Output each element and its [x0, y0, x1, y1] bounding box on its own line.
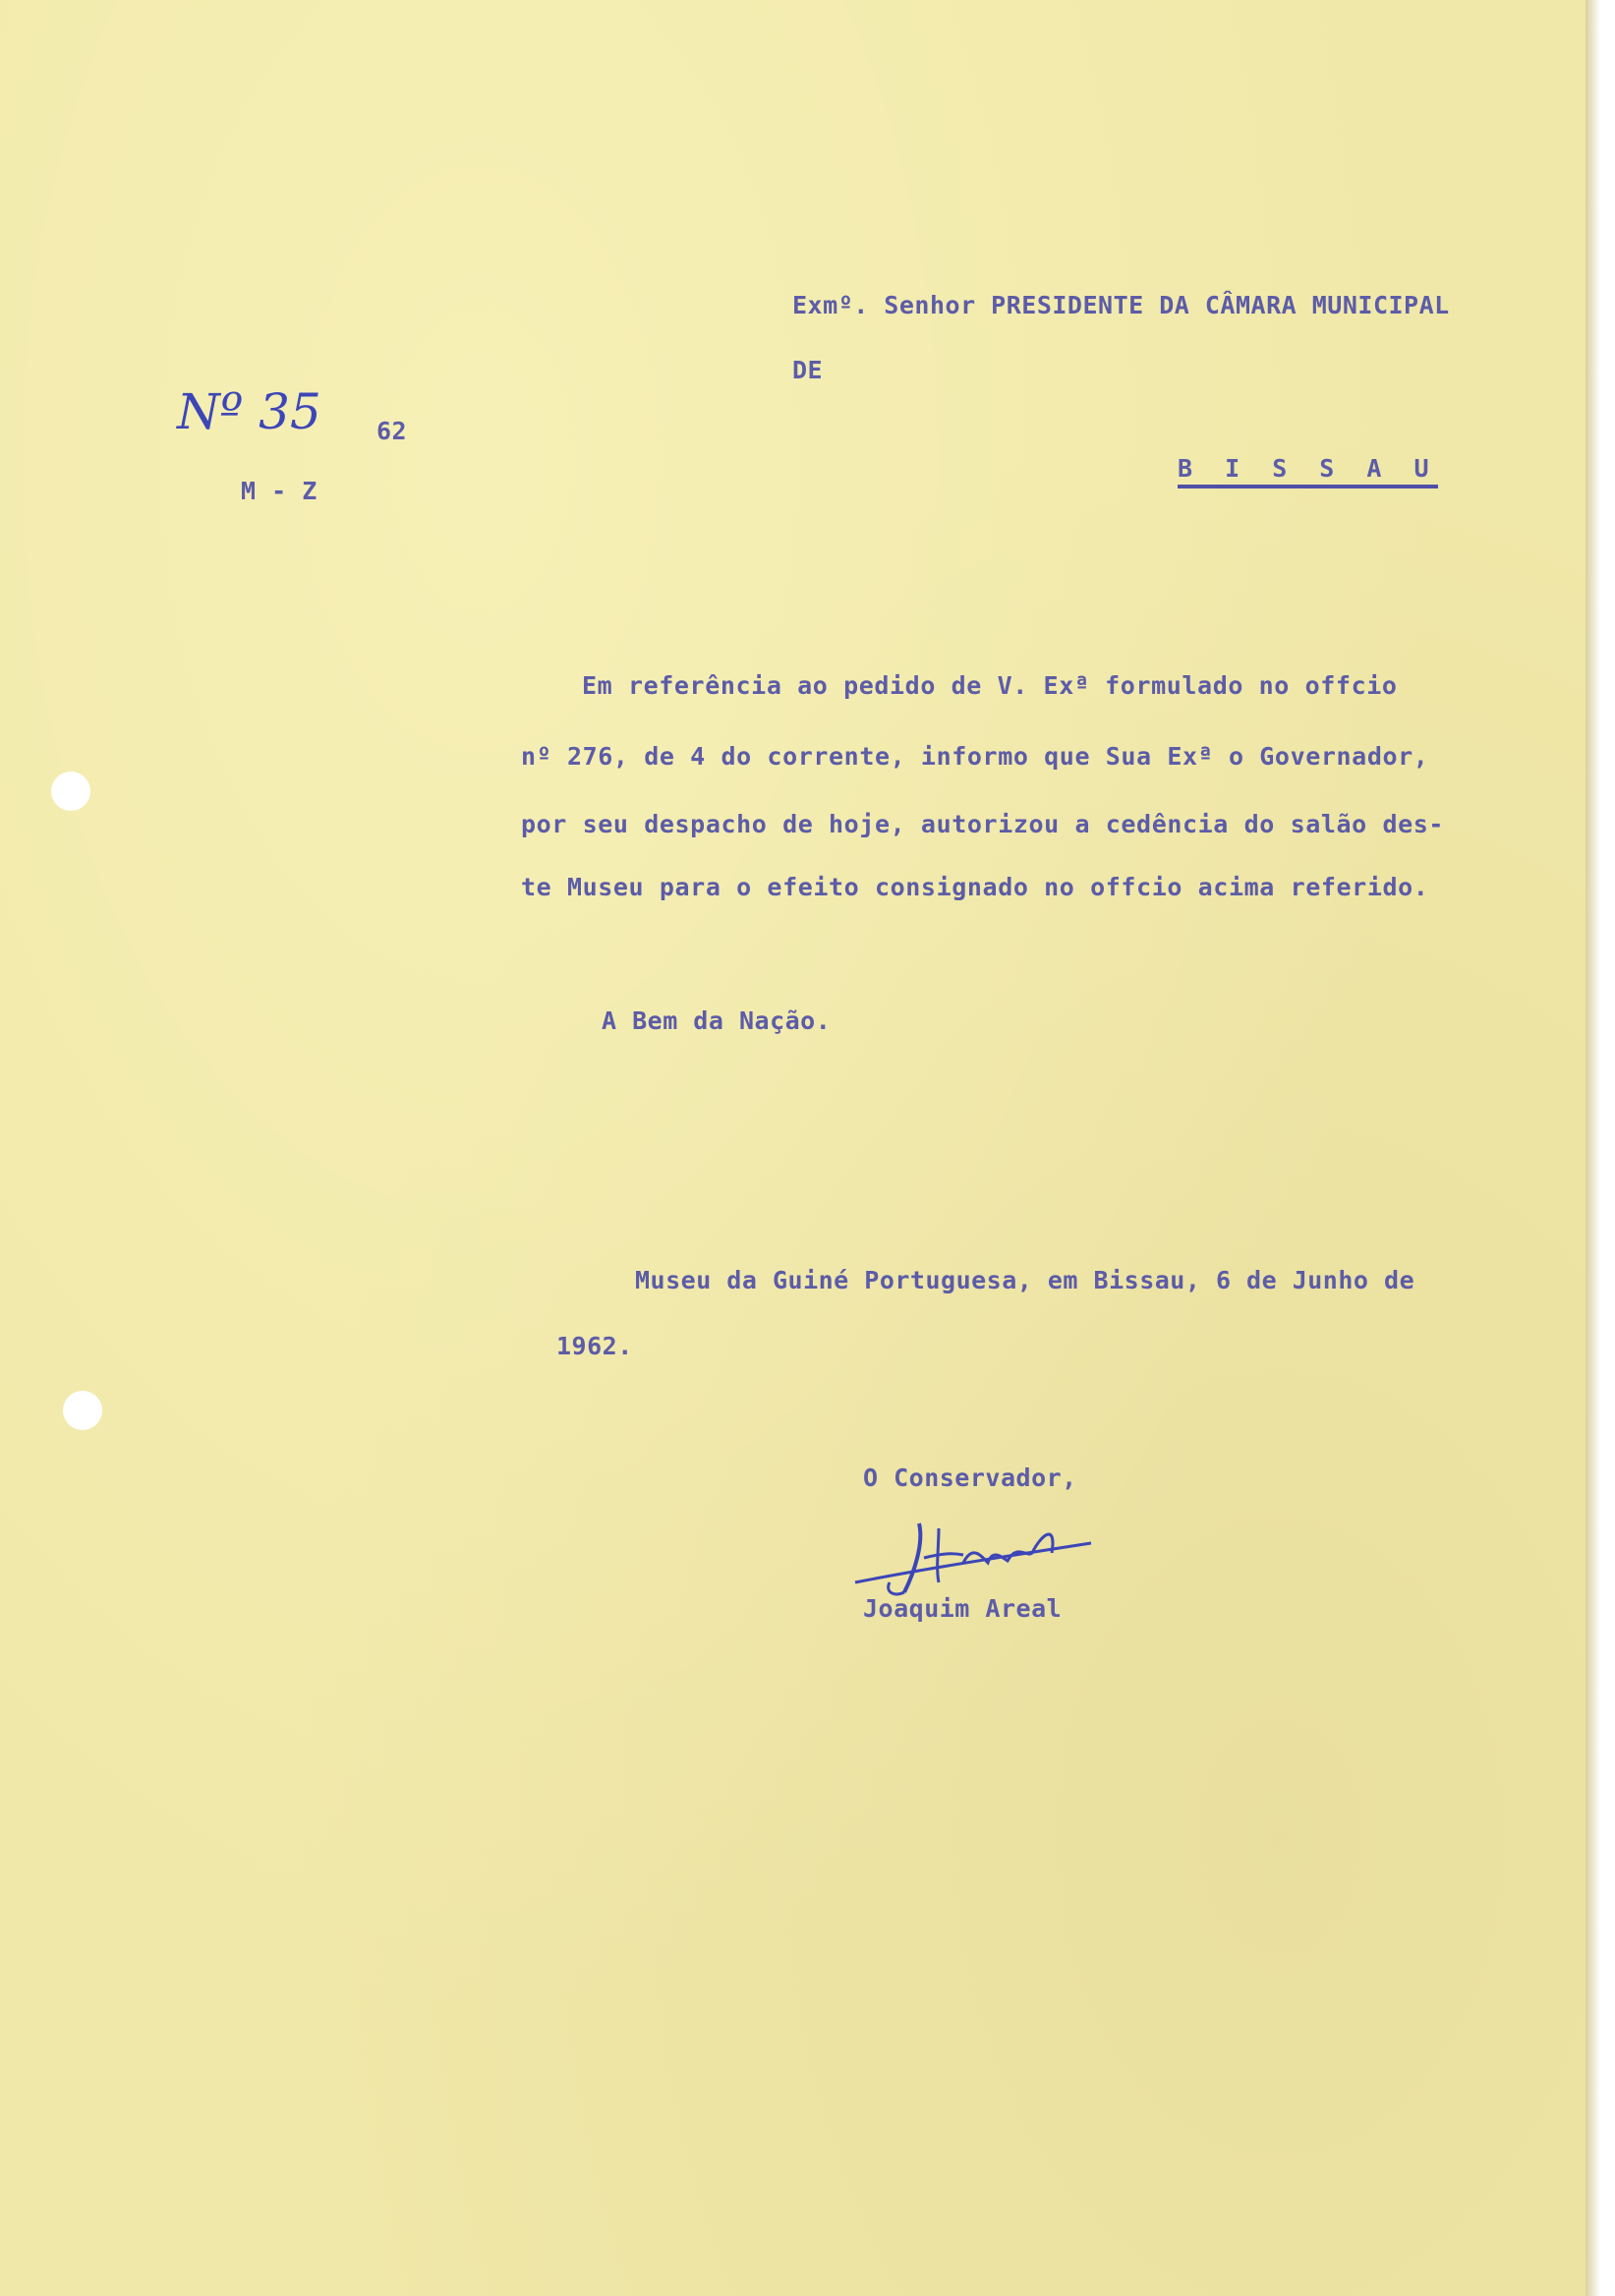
- reference-code: M - Z: [241, 477, 317, 505]
- body-line-2: nº 276, de 4 do corrente, informo que Sua Exª o Governador,: [521, 742, 1429, 771]
- body-line-3: por seu despacho de hoje, autorizou a cedência do salão des-: [521, 810, 1445, 838]
- place-date-line-2: 1962.: [556, 1332, 633, 1360]
- signatory-name: Joaquim Areal: [863, 1594, 1063, 1623]
- body-line-4: te Museu para o efeito consignado no offcio acima referido.: [521, 873, 1429, 901]
- page-edge: [1586, 0, 1600, 2296]
- punch-hole-bottom: [63, 1391, 102, 1430]
- closing-salutation: A Bem da Nação.: [602, 1006, 832, 1035]
- addressee-city: B I S S A U: [1178, 454, 1438, 488]
- punch-hole-top: [51, 772, 90, 811]
- reference-year: 62: [376, 417, 408, 445]
- addressee-line-2: DE: [792, 356, 824, 384]
- handwritten-reference-number: Nº 35: [177, 383, 321, 440]
- addressee-line-1: Exmº. Senhor PRESIDENTE DA CÂMARA MUNICIPAL: [792, 291, 1450, 319]
- signatory-title: O Conservador,: [863, 1464, 1077, 1492]
- place-date-line-1: Museu da Guiné Portuguesa, em Bissau, 6 de Junho de: [635, 1266, 1415, 1294]
- body-line-1: Em referência ao pedido de V. Exª formulado no offcio: [582, 671, 1398, 700]
